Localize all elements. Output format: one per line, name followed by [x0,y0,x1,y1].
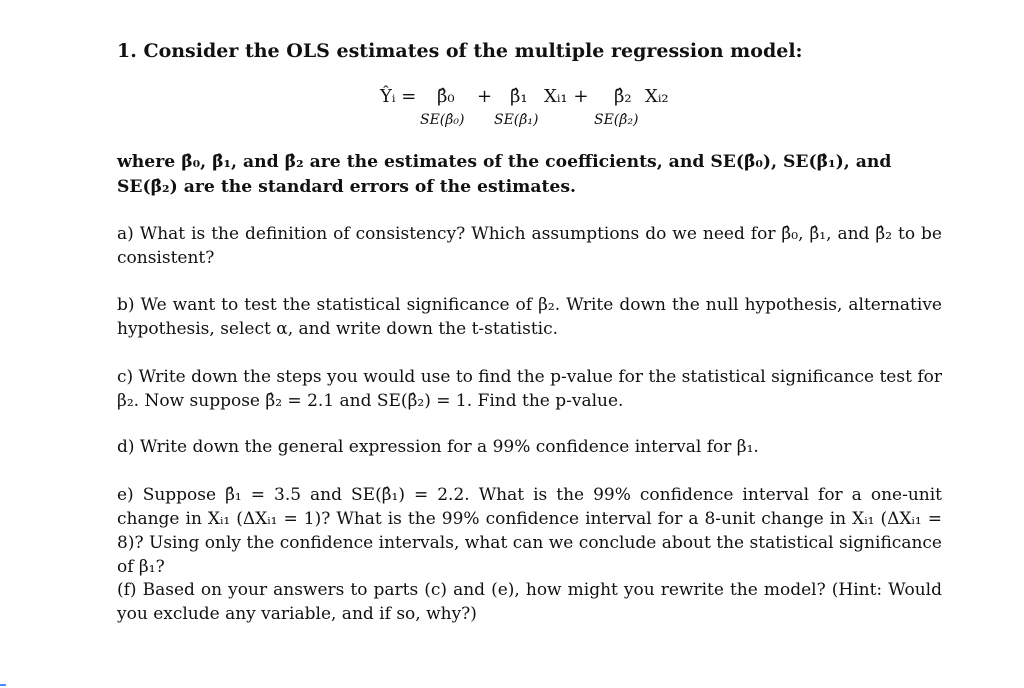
equation-x2: Xᵢ₂ [645,86,669,107]
equation-plus: + [477,86,493,107]
part-c: c) Write down the steps you would use to find the p-value for the statistical significance test for β₂. Now suppose β̂₂ = 2.1 and SE(β̂₂) = 1. Find the p-value. [117,367,942,411]
equation-beta0: β̂₀ [437,86,455,107]
corner-mark [0,684,6,686]
part-d: d) Write down the general expression for a 99% confidence interval for β₁. [117,437,759,457]
equation-se0: SE(β̂₀) [420,112,465,128]
part-e: e) Suppose β̂₁ = 3.5 and SE(β̂₁) = 2.2. What is the 99% confidence interval for a one-unit change in Xᵢ₁ (ΔXᵢ₁ = 1)? What is the 99% confidence interval for a 8-unit change in Xᵢ₁ (ΔXᵢ₁ = 8)? Using only the confidence intervals, what can we conclude about the statistical significance of β₁? [117,485,942,577]
equation-se2: SE(β̂₂) [594,112,639,128]
equation-x1: Xᵢ₁ + [544,86,589,107]
question-intro: where β̂₀, β̂₁, and β̂₂ are the estimates of the coefficients, and SE(β̂₀), SE(β̂₁), and SE(β̂₂) are the standard errors of the estimates. [117,152,892,197]
equation-lhs: Ŷᵢ = [380,86,417,107]
part-f: (f) Based on your answers to parts (c) and (e), how might you rewrite the model? (Hint: Would you exclude any variable, and if so, why?) [117,580,942,624]
question-heading: 1. Consider the OLS estimates of the multiple regression model: [117,40,803,62]
equation-beta2: β̂₂ [614,86,632,107]
part-a: a) What is the definition of consistency? Which assumptions do we need for β̂₀, β̂₁, and β̂₂ to be consistent? [117,224,942,268]
equation-se1: SE(β̂₁) [494,112,539,128]
part-b: b) We want to test the statistical significance of β₂. Write down the null hypothesis, alternative hypothesis, select α, and write down the t-statistic. [117,295,942,339]
equation-beta1: β̂₁ [510,86,528,107]
